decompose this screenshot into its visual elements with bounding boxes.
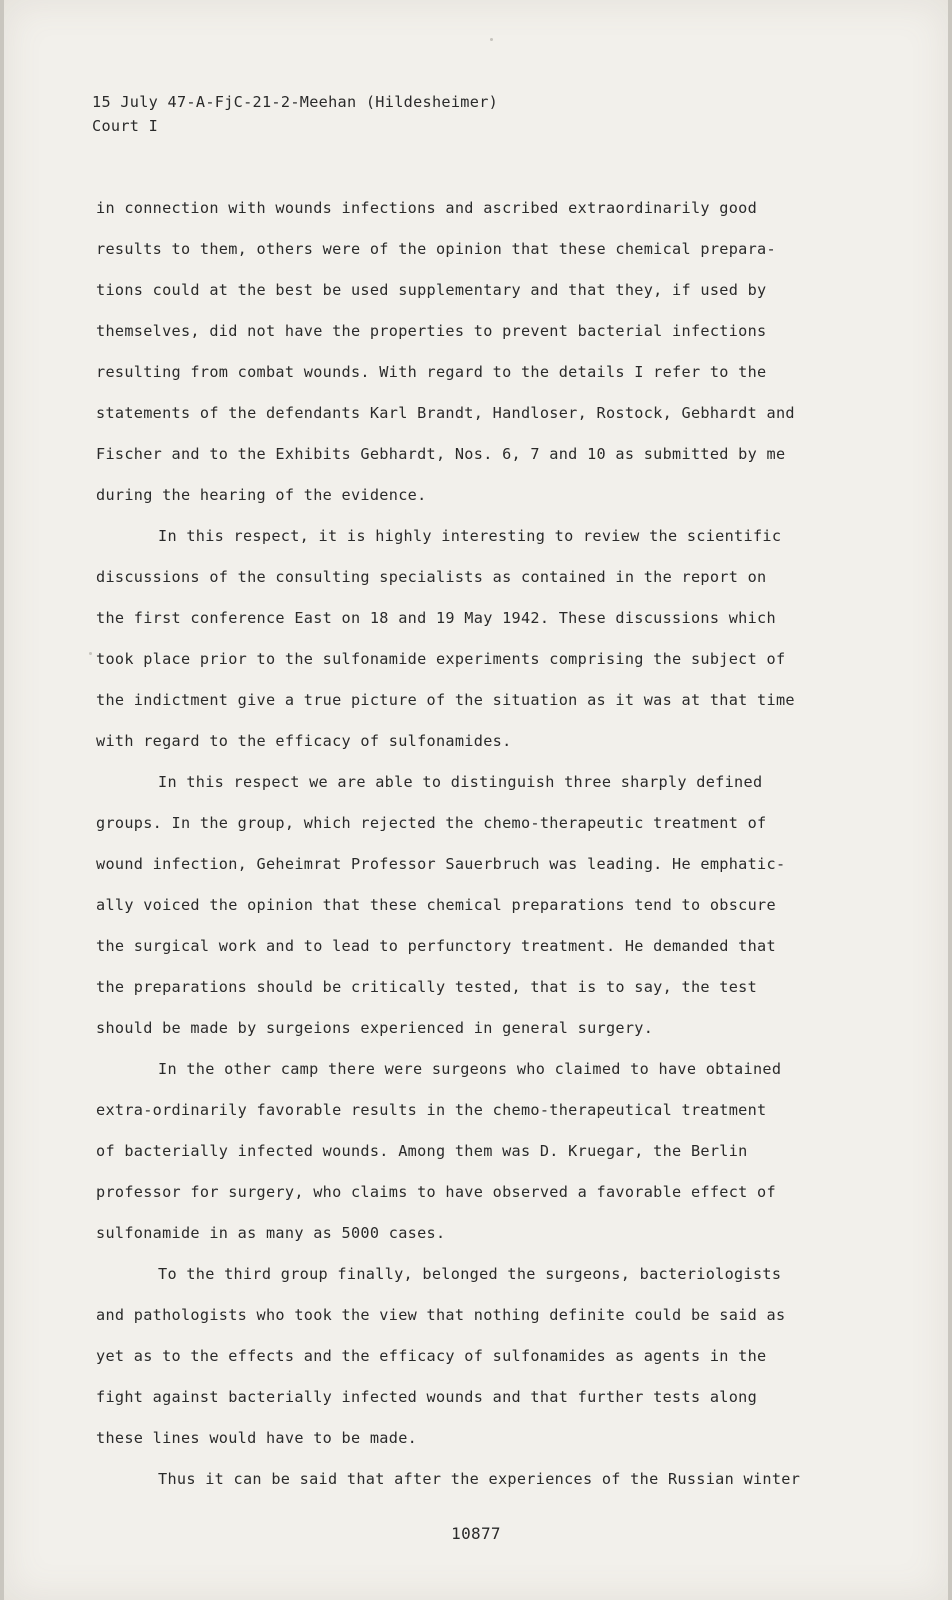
text-line: in connection with wounds infections and ascribed extraordinarily good: [96, 199, 758, 217]
paper-speck: [89, 652, 92, 655]
text-line: results to them, others were of the opinion that these chemical prepara-: [96, 240, 776, 258]
text-line: sulfonamide in as many as 5000 cases.: [96, 1224, 446, 1242]
text-line: should be made by surgeions experienced in general surgery.: [96, 1019, 654, 1037]
document-body: [96, 188, 856, 1500]
text-line: groups. In the group, which rejected the chemo-therapeutic treatment of: [96, 814, 767, 832]
header-court: Court I: [92, 117, 159, 135]
text-line: themselves, did not have the properties to prevent bacterial infections: [96, 322, 767, 340]
document-header: [92, 90, 498, 138]
paper-speck: [490, 38, 493, 41]
text-line: the first conference East on 18 and 19 May 1942. These discussions which: [96, 609, 776, 627]
document-page: [4, 0, 948, 1600]
text-line: yet as to the effects and the efficacy of sulfonamides as agents in the: [96, 1347, 767, 1365]
text-line: Fischer and to the Exhibits Gebhardt, Nos. 6, 7 and 10 as submitted by me: [96, 445, 786, 463]
text-line: In this respect, it is highly interesting to review the scientific: [158, 527, 782, 545]
text-line: wound infection, Geheimrat Professor Sauerbruch was leading. He emphatic-: [96, 855, 786, 873]
text-line: and pathologists who took the view that nothing definite could be said as: [96, 1306, 786, 1324]
text-line: these lines would have to be made.: [96, 1429, 418, 1447]
text-line: discussions of the consulting specialists as contained in the report on: [96, 568, 767, 586]
text-line: fight against bacterially infected wounds and that further tests along: [96, 1388, 758, 1406]
text-line: tions could at the best be used supplementary and that they, if used by: [96, 281, 767, 299]
text-line: Thus it can be said that after the experiences of the Russian winter: [158, 1470, 801, 1488]
text-line: with regard to the efficacy of sulfonamides.: [96, 732, 512, 750]
text-line: ally voiced the opinion that these chemical preparations tend to obscure: [96, 896, 776, 914]
text-line: took place prior to the sulfonamide experiments comprising the subject of: [96, 650, 786, 668]
text-line: the surgical work and to lead to perfunctory treatment. He demanded that: [96, 937, 776, 955]
text-line: extra-ordinarily favorable results in the chemo-therapeutical treatment: [96, 1101, 767, 1119]
text-line: In this respect we are able to distinguish three sharply defined: [158, 773, 763, 791]
page-number: 10877: [451, 1524, 501, 1543]
text-line: during the hearing of the evidence.: [96, 486, 427, 504]
text-line: the indictment give a true picture of the situation as it was at that time: [96, 691, 795, 709]
header-reference: 15 July 47-A-FjC-21-2-Meehan (Hildesheimer): [92, 93, 499, 111]
text-line: of bacterially infected wounds. Among them was D. Kruegar, the Berlin: [96, 1142, 748, 1160]
text-line: professor for surgery, who claims to have observed a favorable effect of: [96, 1183, 776, 1201]
text-line: To the third group finally, belonged the surgeons, bacteriologists: [158, 1265, 782, 1283]
text-line: In the other camp there were surgeons who claimed to have obtained: [158, 1060, 782, 1078]
text-line: the preparations should be critically tested, that is to say, the test: [96, 978, 758, 996]
text-line: resulting from combat wounds. With regard to the details I refer to the: [96, 363, 767, 381]
text-line: statements of the defendants Karl Brandt, Handloser, Rostock, Gebhardt and: [96, 404, 795, 422]
